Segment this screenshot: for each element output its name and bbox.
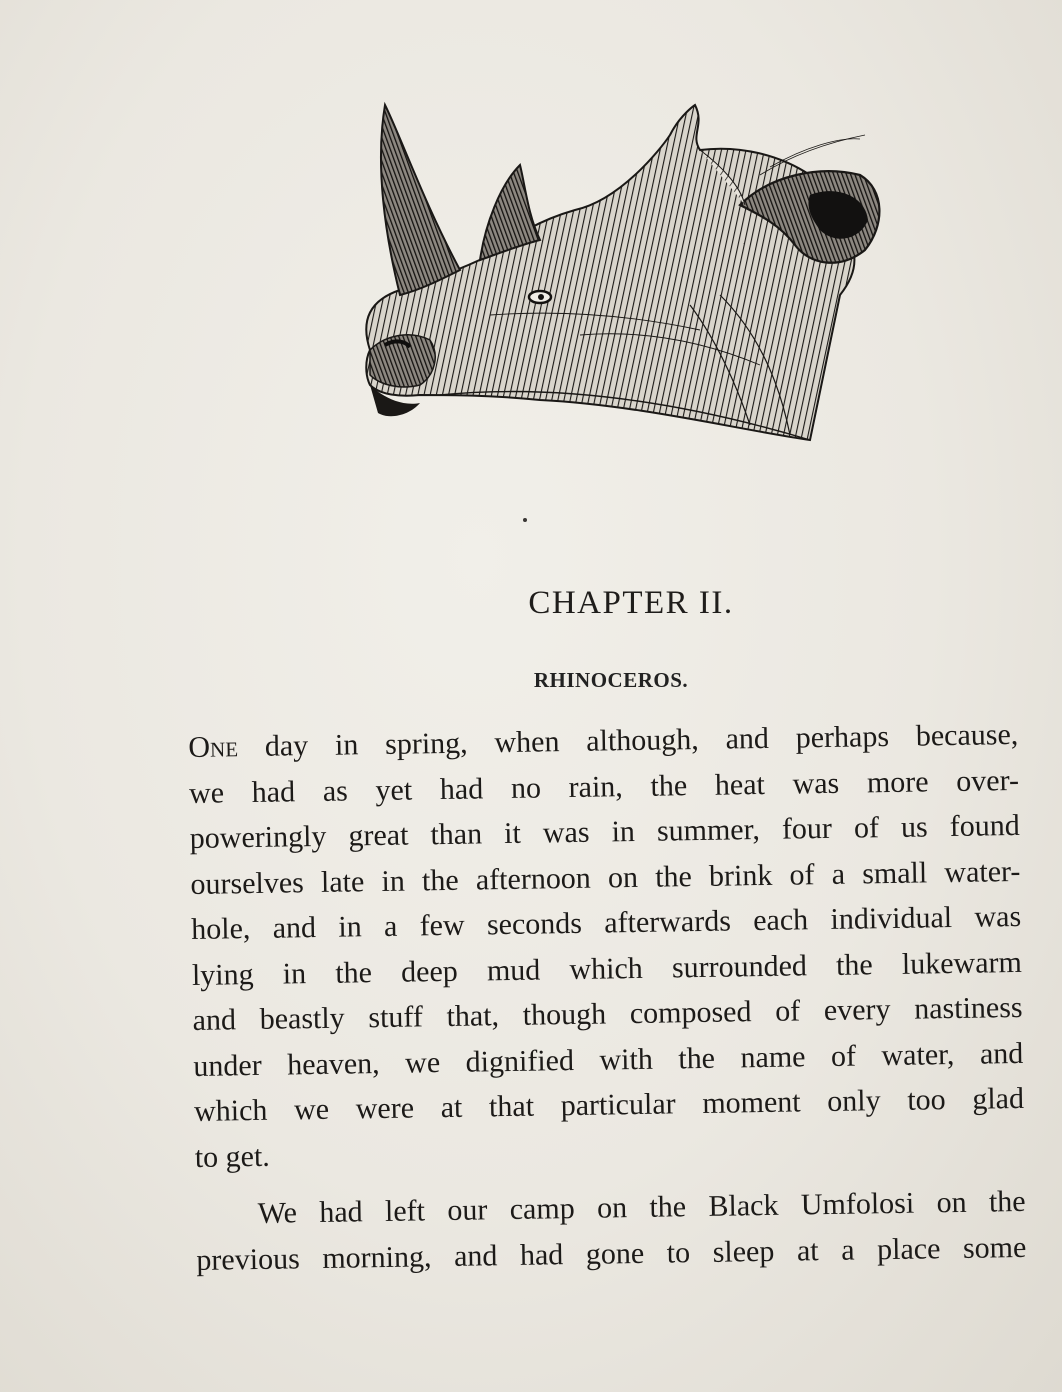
drop-word: One — [188, 730, 239, 764]
ornament-dot — [523, 518, 527, 522]
paragraph-1-line-3: poweringly great than it was in summer, four of us found — [189, 808, 1020, 855]
paragraph-2-line-2: previous morning, and had gone to sleep at a place some — [196, 1230, 1027, 1277]
body-text — [188, 712, 1027, 1283]
paragraph-1-line-7: and beastly stuff that, though composed of every nastiness — [192, 990, 1023, 1037]
paragraph-1-line-1: One day in spring, when although, and perhaps because, — [188, 717, 1019, 764]
front-horn — [381, 105, 460, 295]
section-title: RHINOCEROS. — [533, 668, 689, 692]
rhinoceros-head-engraving-icon — [340, 95, 900, 455]
paragraph-1-line-6: lying in the deep mud which surrounded the lukewarm — [191, 945, 1023, 992]
paragraph-1-line-8: under heaven, we dignified with the name of water, and — [193, 1036, 1024, 1083]
paragraph-1-line-9: which we were at that particular moment only too glad — [193, 1081, 1025, 1128]
paragraph-1-line-2: we had as yet had no rain, the heat was more over- — [188, 763, 1020, 810]
paragraph-1-line-5: hole, and in a few seconds afterwards each individual was — [190, 899, 1022, 946]
paragraph-2-line-1: We had left our camp on the Black Umfolosi on the — [257, 1184, 1026, 1230]
chapter-title: CHAPTER II. — [528, 585, 734, 621]
paragraph-1-line-10: to get. — [194, 1139, 271, 1174]
paragraph-1-line-4: ourselves late in the afternoon on the brink of a small water- — [190, 854, 1021, 901]
